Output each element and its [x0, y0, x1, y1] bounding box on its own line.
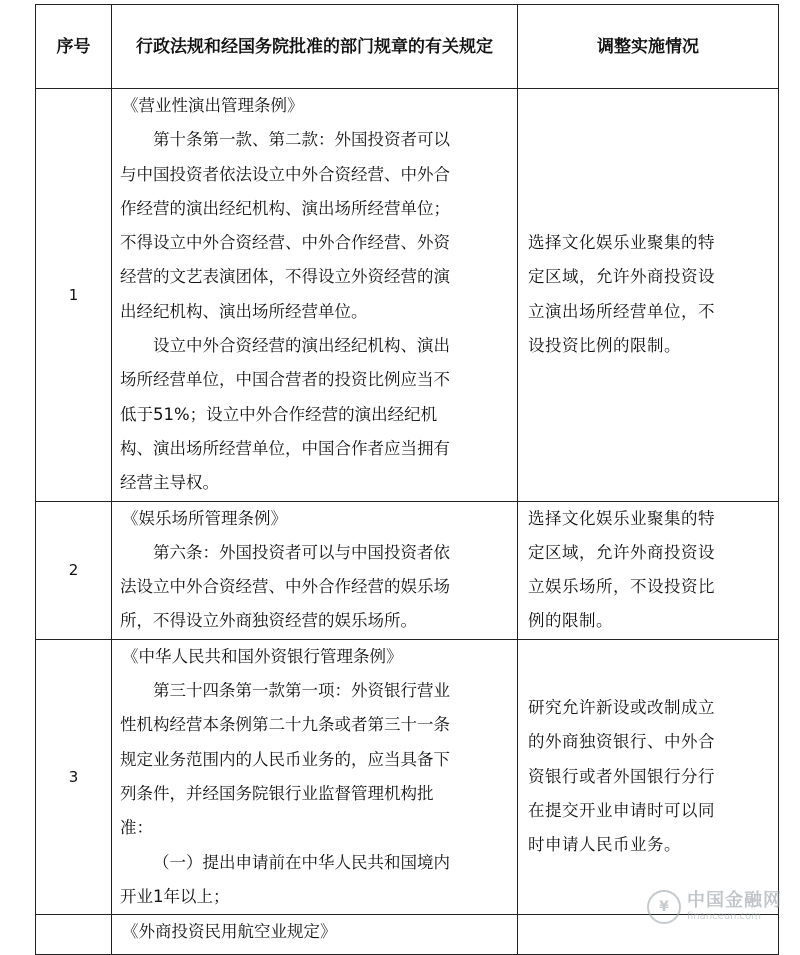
table-row	[36, 639, 779, 914]
law-line: 所，不得设立外商独资经营的娱乐场所。	[120, 611, 417, 631]
law-cell	[112, 915, 518, 955]
law-line: 低于51%；设立中外合作经营的演出经纪机	[120, 404, 438, 424]
watermark-en: financeun.com	[687, 911, 761, 922]
header-adjust: 调整实施情况	[518, 5, 779, 89]
law-cell	[112, 89, 518, 502]
adjust-line: 立娱乐场所，不设投资比	[528, 577, 715, 597]
regulation-table	[35, 4, 779, 955]
adjust-line: 设投资比例的限制。	[528, 336, 681, 356]
law-title: 《外商投资民用航空业规定》	[122, 922, 337, 942]
header-no: 序号	[36, 5, 112, 89]
adjust-line: 定区域，允许外商投资设	[528, 542, 715, 562]
law-line: （一）提出申请前在中华人民共和国境内	[153, 852, 450, 872]
law-line: 出经纪机构、演出场所经营单位。	[120, 301, 368, 321]
header-law-text: 行政法规和经国务院批准的部门规章的有关规定	[136, 36, 493, 57]
law-line: 第三十四条第一款第一项：外资银行营业	[153, 681, 450, 701]
watermark-text	[687, 892, 782, 922]
watermark-logo-icon: ¥	[647, 890, 681, 924]
law-cell	[112, 501, 518, 639]
adjust-cell	[518, 639, 779, 914]
adjust-line: 在提交开业申请时可以同	[528, 801, 715, 821]
law-line: 性机构经营本条例第二十九条或者第三十一条	[120, 715, 450, 735]
adjust-cell	[518, 501, 779, 639]
law-title: 《营业性演出管理条例》	[122, 96, 304, 115]
watermark-cn: 中国金融网	[687, 890, 782, 911]
law-line: 第十条第一款、第二款：外国投资者可以	[153, 130, 450, 150]
law-line: 第六条：外国投资者可以与中国投资者依	[153, 542, 450, 562]
law-line: 开业1年以上；	[120, 886, 230, 906]
adjust-line: 资银行或者外国银行分行	[528, 766, 715, 786]
header-law	[112, 5, 518, 89]
adjust-line: 例的限制。	[528, 611, 613, 631]
law-line: 准：	[120, 818, 153, 838]
law-line: 法设立中外合资经营、中外合作经营的娱乐场	[120, 577, 450, 597]
adjust-line: 选择文化娱乐业聚集的特	[528, 508, 715, 528]
table-row	[36, 501, 779, 639]
table-header-row	[36, 5, 779, 89]
adjust-line: 时申请人民币业务。	[528, 835, 681, 855]
adjust-line: 立演出场所经营单位，不	[528, 301, 715, 321]
row-number	[36, 915, 112, 955]
adjust-line: 的外商独资银行、中外合	[528, 732, 715, 752]
law-cell	[112, 639, 518, 914]
adjust-line: 定区域，允许外商投资设	[528, 267, 715, 287]
law-line: 规定业务范围内的人民币业务的，应当具备下	[120, 749, 450, 769]
law-line: 构、演出场所经营单位，中国合作者应当拥有	[120, 438, 450, 458]
adjust-cell	[518, 89, 779, 502]
law-line: 不得设立中外合资经营、中外合作经营、外资	[120, 233, 450, 253]
law-line: 与中国投资者依法设立中外合资经营、中外合	[120, 164, 450, 184]
law-line: 设立中外合资经营的演出经纪机构、演出	[153, 336, 450, 356]
row-number: 3	[36, 639, 112, 914]
row-number: 2	[36, 501, 112, 639]
law-line: 作经营的演出经纪机构、演出场所经营单位；	[120, 198, 450, 218]
watermark	[647, 890, 782, 924]
law-title: 《娱乐场所管理条例》	[122, 508, 287, 528]
law-title: 《中华人民共和国外资银行管理条例》	[122, 646, 403, 666]
adjust-line: 选择文化娱乐业聚集的特	[528, 233, 715, 253]
law-line: 列条件，并经国务院银行业监督管理机构批	[120, 783, 434, 803]
table-row	[36, 89, 779, 502]
law-line: 场所经营单位，中国合营者的投资比例应当不	[120, 370, 450, 390]
row-number: 1	[36, 89, 112, 502]
law-line: 经营的文艺表演团体，不得设立外资经营的演	[120, 267, 450, 287]
adjust-line: 研究允许新设或改制成立	[528, 698, 715, 718]
law-line: 经营主导权。	[120, 473, 219, 493]
